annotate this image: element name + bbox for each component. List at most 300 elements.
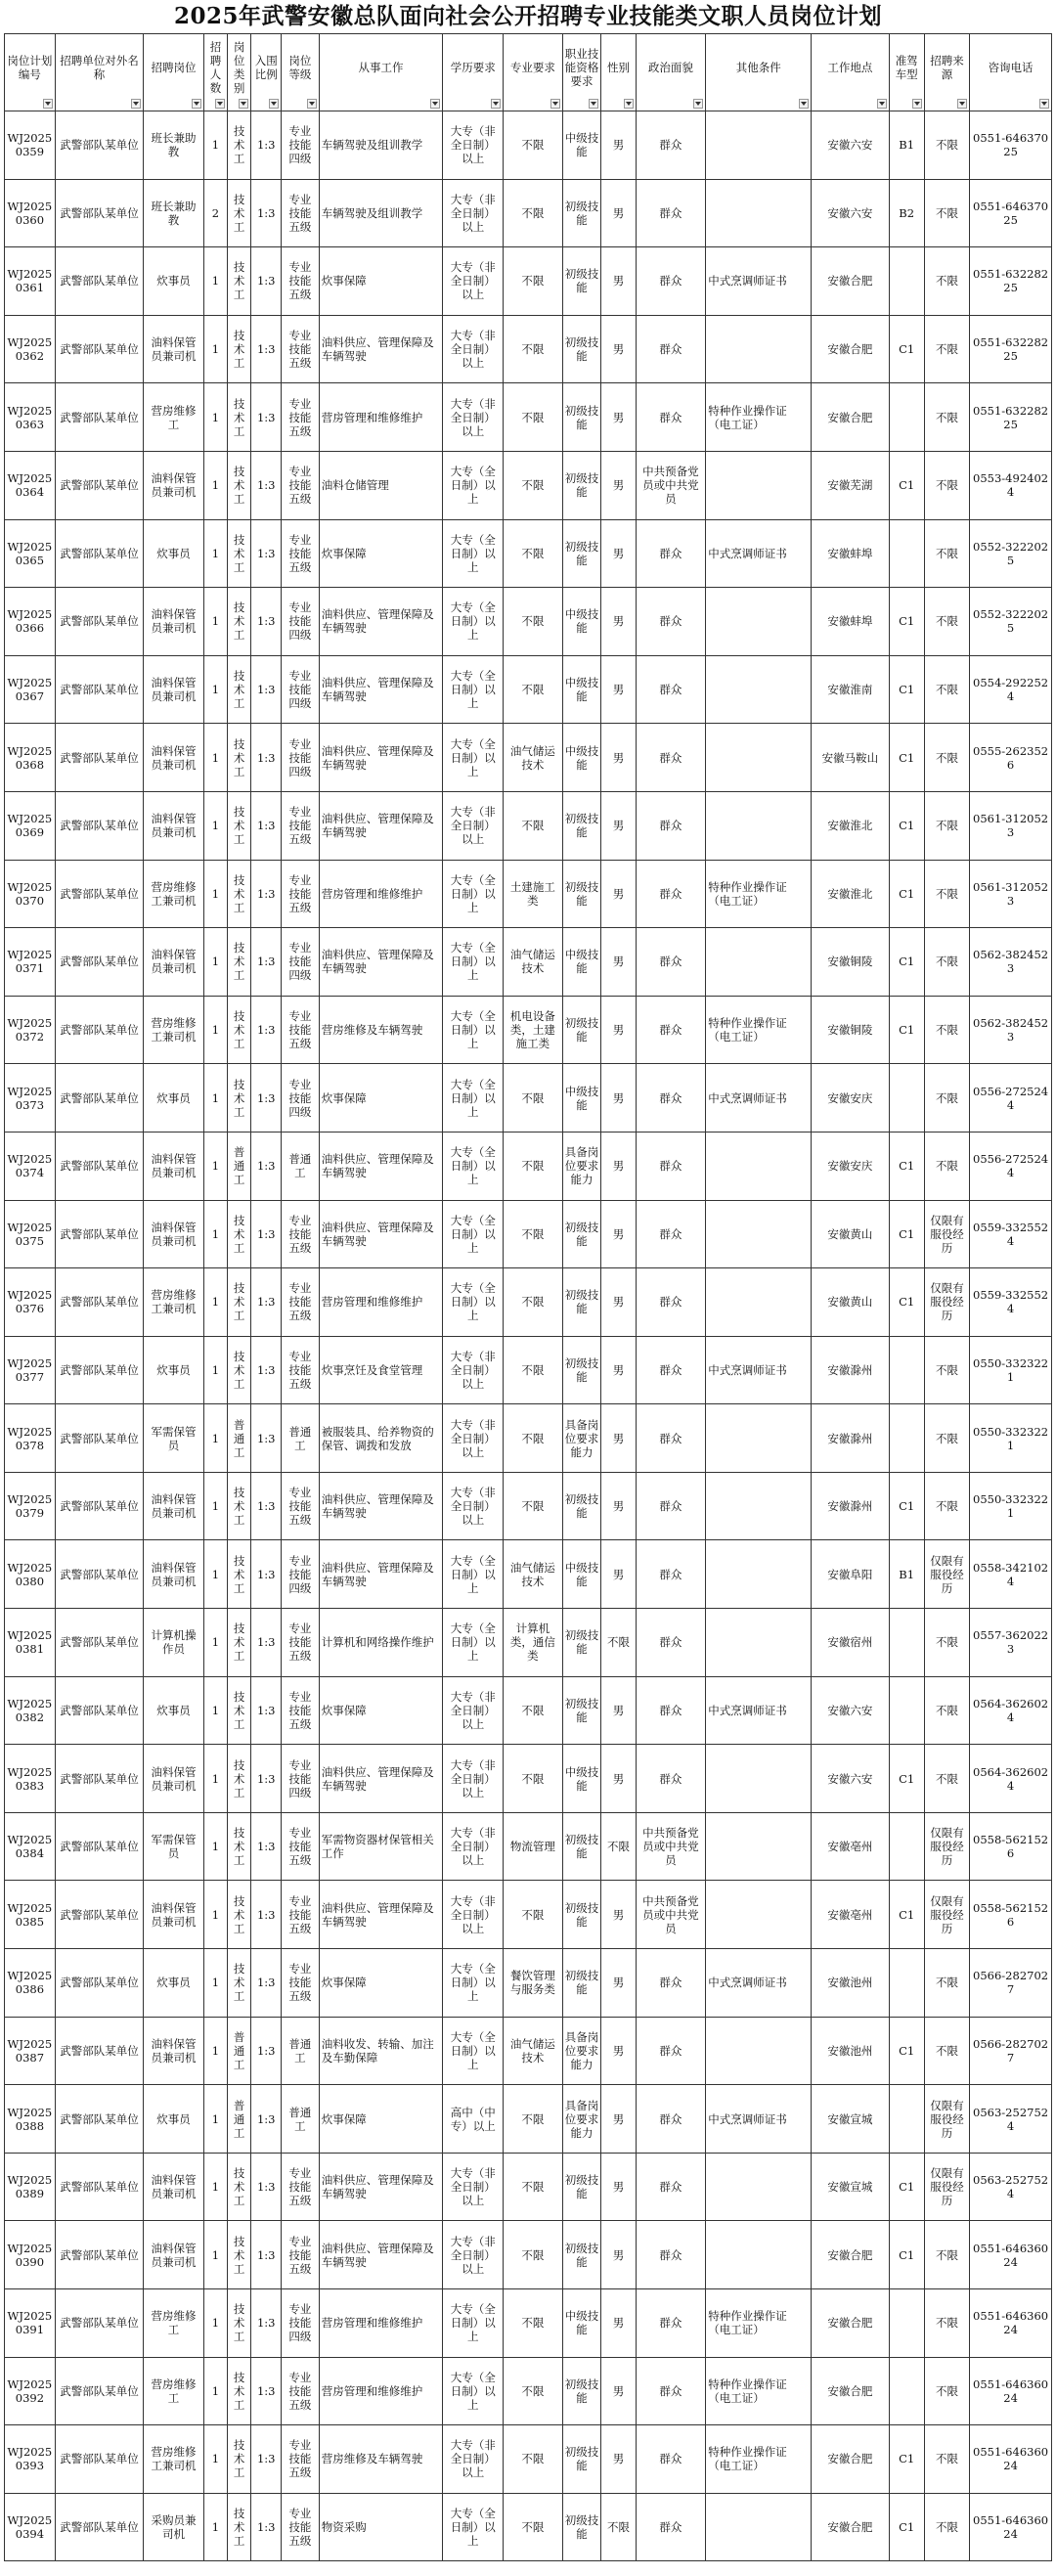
table-cell: 1 xyxy=(203,1132,227,1200)
filter-dropdown-icon[interactable] xyxy=(693,99,703,109)
table-cell: 1 xyxy=(203,1540,227,1609)
table-body xyxy=(5,111,1052,2561)
table-cell: 油料保管员兼司机 xyxy=(144,655,204,724)
table-cell: 1:3 xyxy=(251,2085,282,2154)
table-cell: 大专（非全日制）以上 xyxy=(443,1404,504,1473)
table-cell: 男 xyxy=(601,247,636,316)
filter-dropdown-icon[interactable] xyxy=(43,99,53,109)
table-cell: 大专（非全日制）以上 xyxy=(443,2425,504,2494)
table-cell: 1 xyxy=(203,451,227,519)
filter-dropdown-icon[interactable] xyxy=(799,99,809,109)
table-row xyxy=(5,179,1052,247)
filter-dropdown-icon[interactable] xyxy=(192,99,201,109)
table-cell: 安徽淮北 xyxy=(812,860,889,928)
table-cell: 专业技能五级 xyxy=(282,1881,320,1949)
table-cell: 武警部队某单位 xyxy=(55,2357,143,2425)
table-cell: 技术工 xyxy=(228,247,251,316)
column-header xyxy=(812,34,889,111)
table-cell: 技术工 xyxy=(228,724,251,792)
table-cell: 1:3 xyxy=(251,315,282,383)
table-cell: 0563-2527524 xyxy=(970,2153,1052,2221)
table-cell: 0562-3824523 xyxy=(970,928,1052,997)
table-cell: 群众 xyxy=(636,1064,706,1133)
table-cell: 不限 xyxy=(924,791,969,860)
column-header-label: 入围比例 xyxy=(254,54,278,81)
table-cell: 1:3 xyxy=(251,111,282,180)
table-cell: 2 xyxy=(203,179,227,247)
filter-dropdown-icon[interactable] xyxy=(430,99,440,109)
table-cell: 不限 xyxy=(924,519,969,588)
table-cell: 技术工 xyxy=(228,1949,251,2018)
table-row xyxy=(5,383,1052,452)
table-cell: 油料供应、管理保障及车辆驾驶 xyxy=(319,1200,443,1268)
table-cell: 0553-4924024 xyxy=(970,451,1052,519)
table-cell: 大专（全日制）以上 xyxy=(443,2493,504,2561)
table-cell: 1:3 xyxy=(251,1881,282,1949)
table-cell: WJ20250370 xyxy=(5,860,56,928)
table-cell: 炊事保障 xyxy=(319,519,443,588)
table-cell: 不限 xyxy=(504,247,563,316)
table-cell: 安徽蚌埠 xyxy=(812,519,889,588)
table-row xyxy=(5,1268,1052,1337)
table-cell: 不限 xyxy=(924,383,969,452)
table-cell: 1 xyxy=(203,1404,227,1473)
table-cell xyxy=(889,1676,924,1745)
column-header-label: 政治面貌 xyxy=(647,61,693,74)
table-cell: 初级技能 xyxy=(562,2493,601,2561)
table-cell: C1 xyxy=(889,1268,924,1337)
table-cell: 1:3 xyxy=(251,2493,282,2561)
table-cell: 仅限有服役经历 xyxy=(924,1200,969,1268)
table-cell: 1 xyxy=(203,1336,227,1404)
table-cell: 专业技能四级 xyxy=(282,1540,320,1609)
table-cell: 男 xyxy=(601,1064,636,1133)
table-cell: 男 xyxy=(601,655,636,724)
filter-dropdown-icon[interactable] xyxy=(624,99,634,109)
table-cell: 营房维修及车辆驾驶 xyxy=(319,996,443,1064)
table-cell xyxy=(889,2085,924,2154)
table-cell: 大专（非全日制）以上 xyxy=(443,1676,504,1745)
table-cell: 安徽合肥 xyxy=(812,2425,889,2494)
table-cell: 安徽宣城 xyxy=(812,2153,889,2221)
table-cell: 1 xyxy=(203,1812,227,1881)
table-cell: 武警部队某单位 xyxy=(55,1745,143,1813)
table-cell: 安徽六安 xyxy=(812,1676,889,1745)
page-title: 2025年武警安徽总队面向社会公开招聘专业技能类文职人员岗位计划 xyxy=(173,3,882,29)
table-cell: 安徽芜湖 xyxy=(812,451,889,519)
table-cell: 不限 xyxy=(924,1472,969,1540)
filter-dropdown-icon[interactable] xyxy=(589,99,598,109)
table-cell: 安徽合肥 xyxy=(812,2493,889,2561)
table-cell: 安徽亳州 xyxy=(812,1812,889,1881)
table-cell: 大专（非全日制）以上 xyxy=(443,315,504,383)
filter-dropdown-icon[interactable] xyxy=(957,99,967,109)
table-cell: 1:3 xyxy=(251,1949,282,2018)
table-cell: WJ20250373 xyxy=(5,1064,56,1133)
table-cell: 男 xyxy=(601,588,636,656)
table-cell: 0551-64636024 xyxy=(970,2221,1052,2289)
table-cell: 专业技能五级 xyxy=(282,1812,320,1881)
table-cell: WJ20250374 xyxy=(5,1132,56,1200)
filter-dropdown-icon[interactable] xyxy=(550,99,560,109)
column-header-label: 招聘单位对外名称 xyxy=(60,54,139,81)
table-cell: 1:3 xyxy=(251,724,282,792)
table-cell: C1 xyxy=(889,1132,924,1200)
table-cell: 专业技能五级 xyxy=(282,2221,320,2289)
table-cell: 不限 xyxy=(924,1676,969,1745)
table-cell: 大专（全日制）以上 xyxy=(443,1540,504,1609)
table-cell: 被服装具、给养物资的保管、调拨和发放 xyxy=(319,1404,443,1473)
table-cell: 炊事员 xyxy=(144,2085,204,2154)
table-cell: 班长兼助教 xyxy=(144,111,204,180)
column-header-label: 招聘来源 xyxy=(930,54,964,81)
table-row xyxy=(5,1540,1052,1609)
table-cell: 不限 xyxy=(924,928,969,997)
table-cell: 中共预备党员或中共党员 xyxy=(636,1881,706,1949)
table-cell: 技术工 xyxy=(228,655,251,724)
table-cell: 男 xyxy=(601,2153,636,2221)
table-cell: 男 xyxy=(601,1745,636,1813)
table-cell: 男 xyxy=(601,996,636,1064)
table-cell: C1 xyxy=(889,2017,924,2085)
table-cell: 油料供应、管理保障及车辆驾驶 xyxy=(319,588,443,656)
table-cell: 不限 xyxy=(924,1745,969,1813)
recruitment-table xyxy=(4,33,1052,2561)
filter-dropdown-icon[interactable] xyxy=(239,99,248,109)
table-cell: 军需保管员 xyxy=(144,1404,204,1473)
table-cell: 不限 xyxy=(504,1268,563,1337)
table-cell: 具备岗位要求能力 xyxy=(562,1404,601,1473)
table-cell: 安徽安庆 xyxy=(812,1132,889,1200)
table-cell: 不限 xyxy=(504,791,563,860)
table-cell: 武警部队某单位 xyxy=(55,519,143,588)
table-cell: C1 xyxy=(889,996,924,1064)
table-cell: 普通工 xyxy=(282,2085,320,2154)
filter-dropdown-icon[interactable] xyxy=(269,99,279,109)
table-cell: 炊事员 xyxy=(144,519,204,588)
table-cell: 普通工 xyxy=(228,1132,251,1200)
table-cell xyxy=(889,1949,924,2018)
table-cell: 技术工 xyxy=(228,1745,251,1813)
table-cell: 技术工 xyxy=(228,451,251,519)
table-cell xyxy=(706,1540,812,1609)
table-cell: 大专（非全日制）以上 xyxy=(443,111,504,180)
table-cell: 专业技能四级 xyxy=(282,724,320,792)
table-row xyxy=(5,1132,1052,1200)
table-cell: 0556-2725244 xyxy=(970,1064,1052,1133)
table-row xyxy=(5,519,1052,588)
table-cell: 男 xyxy=(601,2357,636,2425)
filter-dropdown-icon[interactable] xyxy=(877,99,887,109)
table-cell: 普通工 xyxy=(282,1132,320,1200)
table-cell: 初级技能 xyxy=(562,1949,601,2018)
table-row xyxy=(5,247,1052,316)
filter-dropdown-icon[interactable] xyxy=(307,99,317,109)
table-cell: 安徽阜阳 xyxy=(812,1540,889,1609)
table-cell: 大专（非全日制）以上 xyxy=(443,1472,504,1540)
filter-dropdown-icon[interactable] xyxy=(491,99,501,109)
table-cell: 具备岗位要求能力 xyxy=(562,2017,601,2085)
table-cell: 1 xyxy=(203,2493,227,2561)
table-row xyxy=(5,996,1052,1064)
table-cell: WJ20250378 xyxy=(5,1404,56,1473)
table-row xyxy=(5,1676,1052,1745)
table-cell: 技术工 xyxy=(228,860,251,928)
table-cell: 安徽六安 xyxy=(812,111,889,180)
column-header-label: 专业要求 xyxy=(509,61,555,74)
table-cell: 不限 xyxy=(924,1132,969,1200)
column-header-label: 招聘岗位 xyxy=(151,61,197,74)
table-cell: 群众 xyxy=(636,1200,706,1268)
table-cell xyxy=(706,1745,812,1813)
table-cell: 不限 xyxy=(924,247,969,316)
table-cell: 群众 xyxy=(636,2153,706,2221)
table-cell: 武警部队某单位 xyxy=(55,2221,143,2289)
table-row xyxy=(5,1745,1052,1813)
table-cell: 中级技能 xyxy=(562,111,601,180)
table-cell: 初级技能 xyxy=(562,1676,601,1745)
table-cell: 初级技能 xyxy=(562,179,601,247)
table-cell: 安徽合肥 xyxy=(812,247,889,316)
table-cell: 营房管理和维修维护 xyxy=(319,2357,443,2425)
table-cell xyxy=(706,1404,812,1473)
table-cell: WJ20250386 xyxy=(5,1949,56,2018)
table-row xyxy=(5,1472,1052,1540)
column-header-label: 岗位计划编号 xyxy=(7,54,53,81)
table-row xyxy=(5,1609,1052,1677)
table-cell: 群众 xyxy=(636,1609,706,1677)
table-cell xyxy=(706,1132,812,1200)
table-cell: 物流管理 xyxy=(504,1812,563,1881)
column-header-label: 准驾车型 xyxy=(895,54,918,81)
table-cell: WJ20250387 xyxy=(5,2017,56,2085)
table-cell: 初级技能 xyxy=(562,996,601,1064)
table-cell: 1:3 xyxy=(251,2357,282,2425)
table-cell: 营房维修工兼司机 xyxy=(144,860,204,928)
table-cell: 0561-3120523 xyxy=(970,860,1052,928)
table-cell: 不限 xyxy=(924,179,969,247)
table-cell: 0555-2623526 xyxy=(970,724,1052,792)
table-cell: 武警部队某单位 xyxy=(55,111,143,180)
table-cell: 餐饮管理与服务类 xyxy=(504,1949,563,2018)
table-row xyxy=(5,2357,1052,2425)
table-cell: 大专（非全日制）以上 xyxy=(443,791,504,860)
table-cell: 不限 xyxy=(504,1404,563,1473)
table-cell: 油料供应、管理保障及车辆驾驶 xyxy=(319,791,443,860)
table-row xyxy=(5,588,1052,656)
table-cell: WJ20250381 xyxy=(5,1609,56,1677)
table-cell: 不限 xyxy=(924,996,969,1064)
table-cell: 不限 xyxy=(924,1404,969,1473)
table-cell: 1:3 xyxy=(251,928,282,997)
table-cell: 技术工 xyxy=(228,315,251,383)
table-cell: 计算机操作员 xyxy=(144,1609,204,1677)
table-cell: 安徽铜陵 xyxy=(812,996,889,1064)
table-cell: WJ20250377 xyxy=(5,1336,56,1404)
table-cell: 中共预备党员或中共党员 xyxy=(636,1812,706,1881)
table-cell: 中级技能 xyxy=(562,588,601,656)
table-cell: 油料收发、转输、加注及车勤保障 xyxy=(319,2017,443,2085)
table-cell: 武警部队某单位 xyxy=(55,383,143,452)
table-cell: 油料保管员兼司机 xyxy=(144,1540,204,1609)
table-cell: 专业技能五级 xyxy=(282,1609,320,1677)
table-cell: WJ20250364 xyxy=(5,451,56,519)
table-row xyxy=(5,2153,1052,2221)
table-cell: 1 xyxy=(203,2085,227,2154)
table-cell: 群众 xyxy=(636,519,706,588)
table-cell: 初级技能 xyxy=(562,2221,601,2289)
table-cell: 群众 xyxy=(636,996,706,1064)
table-cell: 0564-3626024 xyxy=(970,1676,1052,1745)
table-row xyxy=(5,2493,1052,2561)
table-cell: 0551-63228225 xyxy=(970,315,1052,383)
table-cell xyxy=(889,247,924,316)
table-cell: 男 xyxy=(601,1949,636,2018)
table-cell: 初级技能 xyxy=(562,2357,601,2425)
table-cell: 1 xyxy=(203,928,227,997)
table-cell xyxy=(706,1881,812,1949)
table-cell: 中级技能 xyxy=(562,655,601,724)
table-row xyxy=(5,928,1052,997)
table-cell: 0559-3325524 xyxy=(970,1268,1052,1337)
table-row xyxy=(5,1881,1052,1949)
table-cell: 群众 xyxy=(636,1336,706,1404)
column-header xyxy=(706,34,812,111)
filter-dropdown-icon[interactable] xyxy=(215,99,225,109)
table-cell: 武警部队某单位 xyxy=(55,1336,143,1404)
table-cell: 仅限有服役经历 xyxy=(924,1881,969,1949)
table-cell: 0556-2725244 xyxy=(970,1132,1052,1200)
table-cell xyxy=(706,1609,812,1677)
table-cell: 1:3 xyxy=(251,179,282,247)
table-cell: 中式烹调师证书 xyxy=(706,1064,812,1133)
table-row xyxy=(5,2425,1052,2494)
table-cell: 安徽黄山 xyxy=(812,1200,889,1268)
table-cell: 1 xyxy=(203,1064,227,1133)
table-cell: 群众 xyxy=(636,247,706,316)
table-cell: 不限 xyxy=(504,2221,563,2289)
table-cell: 1:3 xyxy=(251,1472,282,1540)
column-header xyxy=(251,34,282,111)
table-cell: 0551-63228225 xyxy=(970,247,1052,316)
table-cell: 1 xyxy=(203,1268,227,1337)
table-cell: 安徽淮北 xyxy=(812,791,889,860)
table-cell: WJ20250372 xyxy=(5,996,56,1064)
table-cell: 男 xyxy=(601,724,636,792)
table-row xyxy=(5,2289,1052,2358)
table-cell: 群众 xyxy=(636,2357,706,2425)
table-cell: 中级技能 xyxy=(562,1745,601,1813)
table-cell: 大专（全日制）以上 xyxy=(443,860,504,928)
table-cell: 大专（全日制）以上 xyxy=(443,1132,504,1200)
table-cell: 初级技能 xyxy=(562,247,601,316)
filter-dropdown-icon[interactable] xyxy=(912,99,922,109)
filter-dropdown-icon[interactable] xyxy=(131,99,141,109)
table-cell: 0558-5621526 xyxy=(970,1812,1052,1881)
table-cell: 0550-3323221 xyxy=(970,1404,1052,1473)
table-cell: 大专（全日制）以上 xyxy=(443,996,504,1064)
table-cell: 技术工 xyxy=(228,383,251,452)
table-cell: 专业技能五级 xyxy=(282,383,320,452)
table-cell: 男 xyxy=(601,451,636,519)
table-cell: 群众 xyxy=(636,928,706,997)
filter-dropdown-icon[interactable] xyxy=(1039,99,1049,109)
table-cell: 不限 xyxy=(504,1132,563,1200)
table-cell: 专业技能四级 xyxy=(282,928,320,997)
table-cell: 不限 xyxy=(504,2289,563,2358)
table-cell: 不限 xyxy=(924,655,969,724)
table-cell: 初级技能 xyxy=(562,1268,601,1337)
table-cell: 技术工 xyxy=(228,2289,251,2358)
table-cell: 不限 xyxy=(924,860,969,928)
table-cell: 技术工 xyxy=(228,1676,251,1745)
table-cell: 技术工 xyxy=(228,1472,251,1540)
table-cell: WJ20250380 xyxy=(5,1540,56,1609)
table-cell: 不限 xyxy=(924,2493,969,2561)
table-cell: B1 xyxy=(889,111,924,180)
table-row xyxy=(5,315,1052,383)
table-cell: 群众 xyxy=(636,315,706,383)
table-cell: 炊事烹饪及食堂管理 xyxy=(319,1336,443,1404)
table-cell: 具备岗位要求能力 xyxy=(562,1132,601,1200)
table-cell: C1 xyxy=(889,451,924,519)
table-cell: 武警部队某单位 xyxy=(55,724,143,792)
column-header-label: 学历要求 xyxy=(450,61,496,74)
table-cell: 初级技能 xyxy=(562,1472,601,1540)
table-cell: 0551-64637025 xyxy=(970,179,1052,247)
table-cell: 0566-2827027 xyxy=(970,2017,1052,2085)
table-cell: 安徽滁州 xyxy=(812,1472,889,1540)
table-cell: WJ20250363 xyxy=(5,383,56,452)
table-cell: WJ20250382 xyxy=(5,1676,56,1745)
table-cell: 安徽滁州 xyxy=(812,1404,889,1473)
table-cell: 大专（全日制）以上 xyxy=(443,519,504,588)
table-cell: 1 xyxy=(203,519,227,588)
table-cell xyxy=(706,2153,812,2221)
table-cell: 安徽六安 xyxy=(812,179,889,247)
table-cell: 仅限有服役经历 xyxy=(924,1540,969,1609)
table-cell xyxy=(706,1200,812,1268)
table-cell: 大专（非全日制）以上 xyxy=(443,1812,504,1881)
table-cell: 武警部队某单位 xyxy=(55,1268,143,1337)
table-cell: 技术工 xyxy=(228,1200,251,1268)
table-cell: 武警部队某单位 xyxy=(55,588,143,656)
table-cell: 1:3 xyxy=(251,1132,282,1200)
table-cell: 不限 xyxy=(601,2493,636,2561)
table-cell: C1 xyxy=(889,1200,924,1268)
table-cell: 油料保管员兼司机 xyxy=(144,588,204,656)
table-cell: 群众 xyxy=(636,724,706,792)
table-cell: 男 xyxy=(601,519,636,588)
table-cell: 安徽池州 xyxy=(812,2017,889,2085)
table-cell: 不限 xyxy=(601,1812,636,1881)
table-cell: 营房维修及车辆驾驶 xyxy=(319,2425,443,2494)
table-cell: 不限 xyxy=(504,2493,563,2561)
table-cell: 油气储运技术 xyxy=(504,1540,563,1609)
column-header xyxy=(970,34,1052,111)
table-cell: 不限 xyxy=(504,2425,563,2494)
table-cell: 1:3 xyxy=(251,2221,282,2289)
table-cell: WJ20250359 xyxy=(5,111,56,180)
table-cell: 初级技能 xyxy=(562,860,601,928)
table-cell xyxy=(706,791,812,860)
table-cell: C1 xyxy=(889,791,924,860)
table-cell: C1 xyxy=(889,2425,924,2494)
table-cell: 男 xyxy=(601,111,636,180)
table-cell xyxy=(889,519,924,588)
table-cell: 班长兼助教 xyxy=(144,179,204,247)
table-cell: 武警部队某单位 xyxy=(55,1472,143,1540)
